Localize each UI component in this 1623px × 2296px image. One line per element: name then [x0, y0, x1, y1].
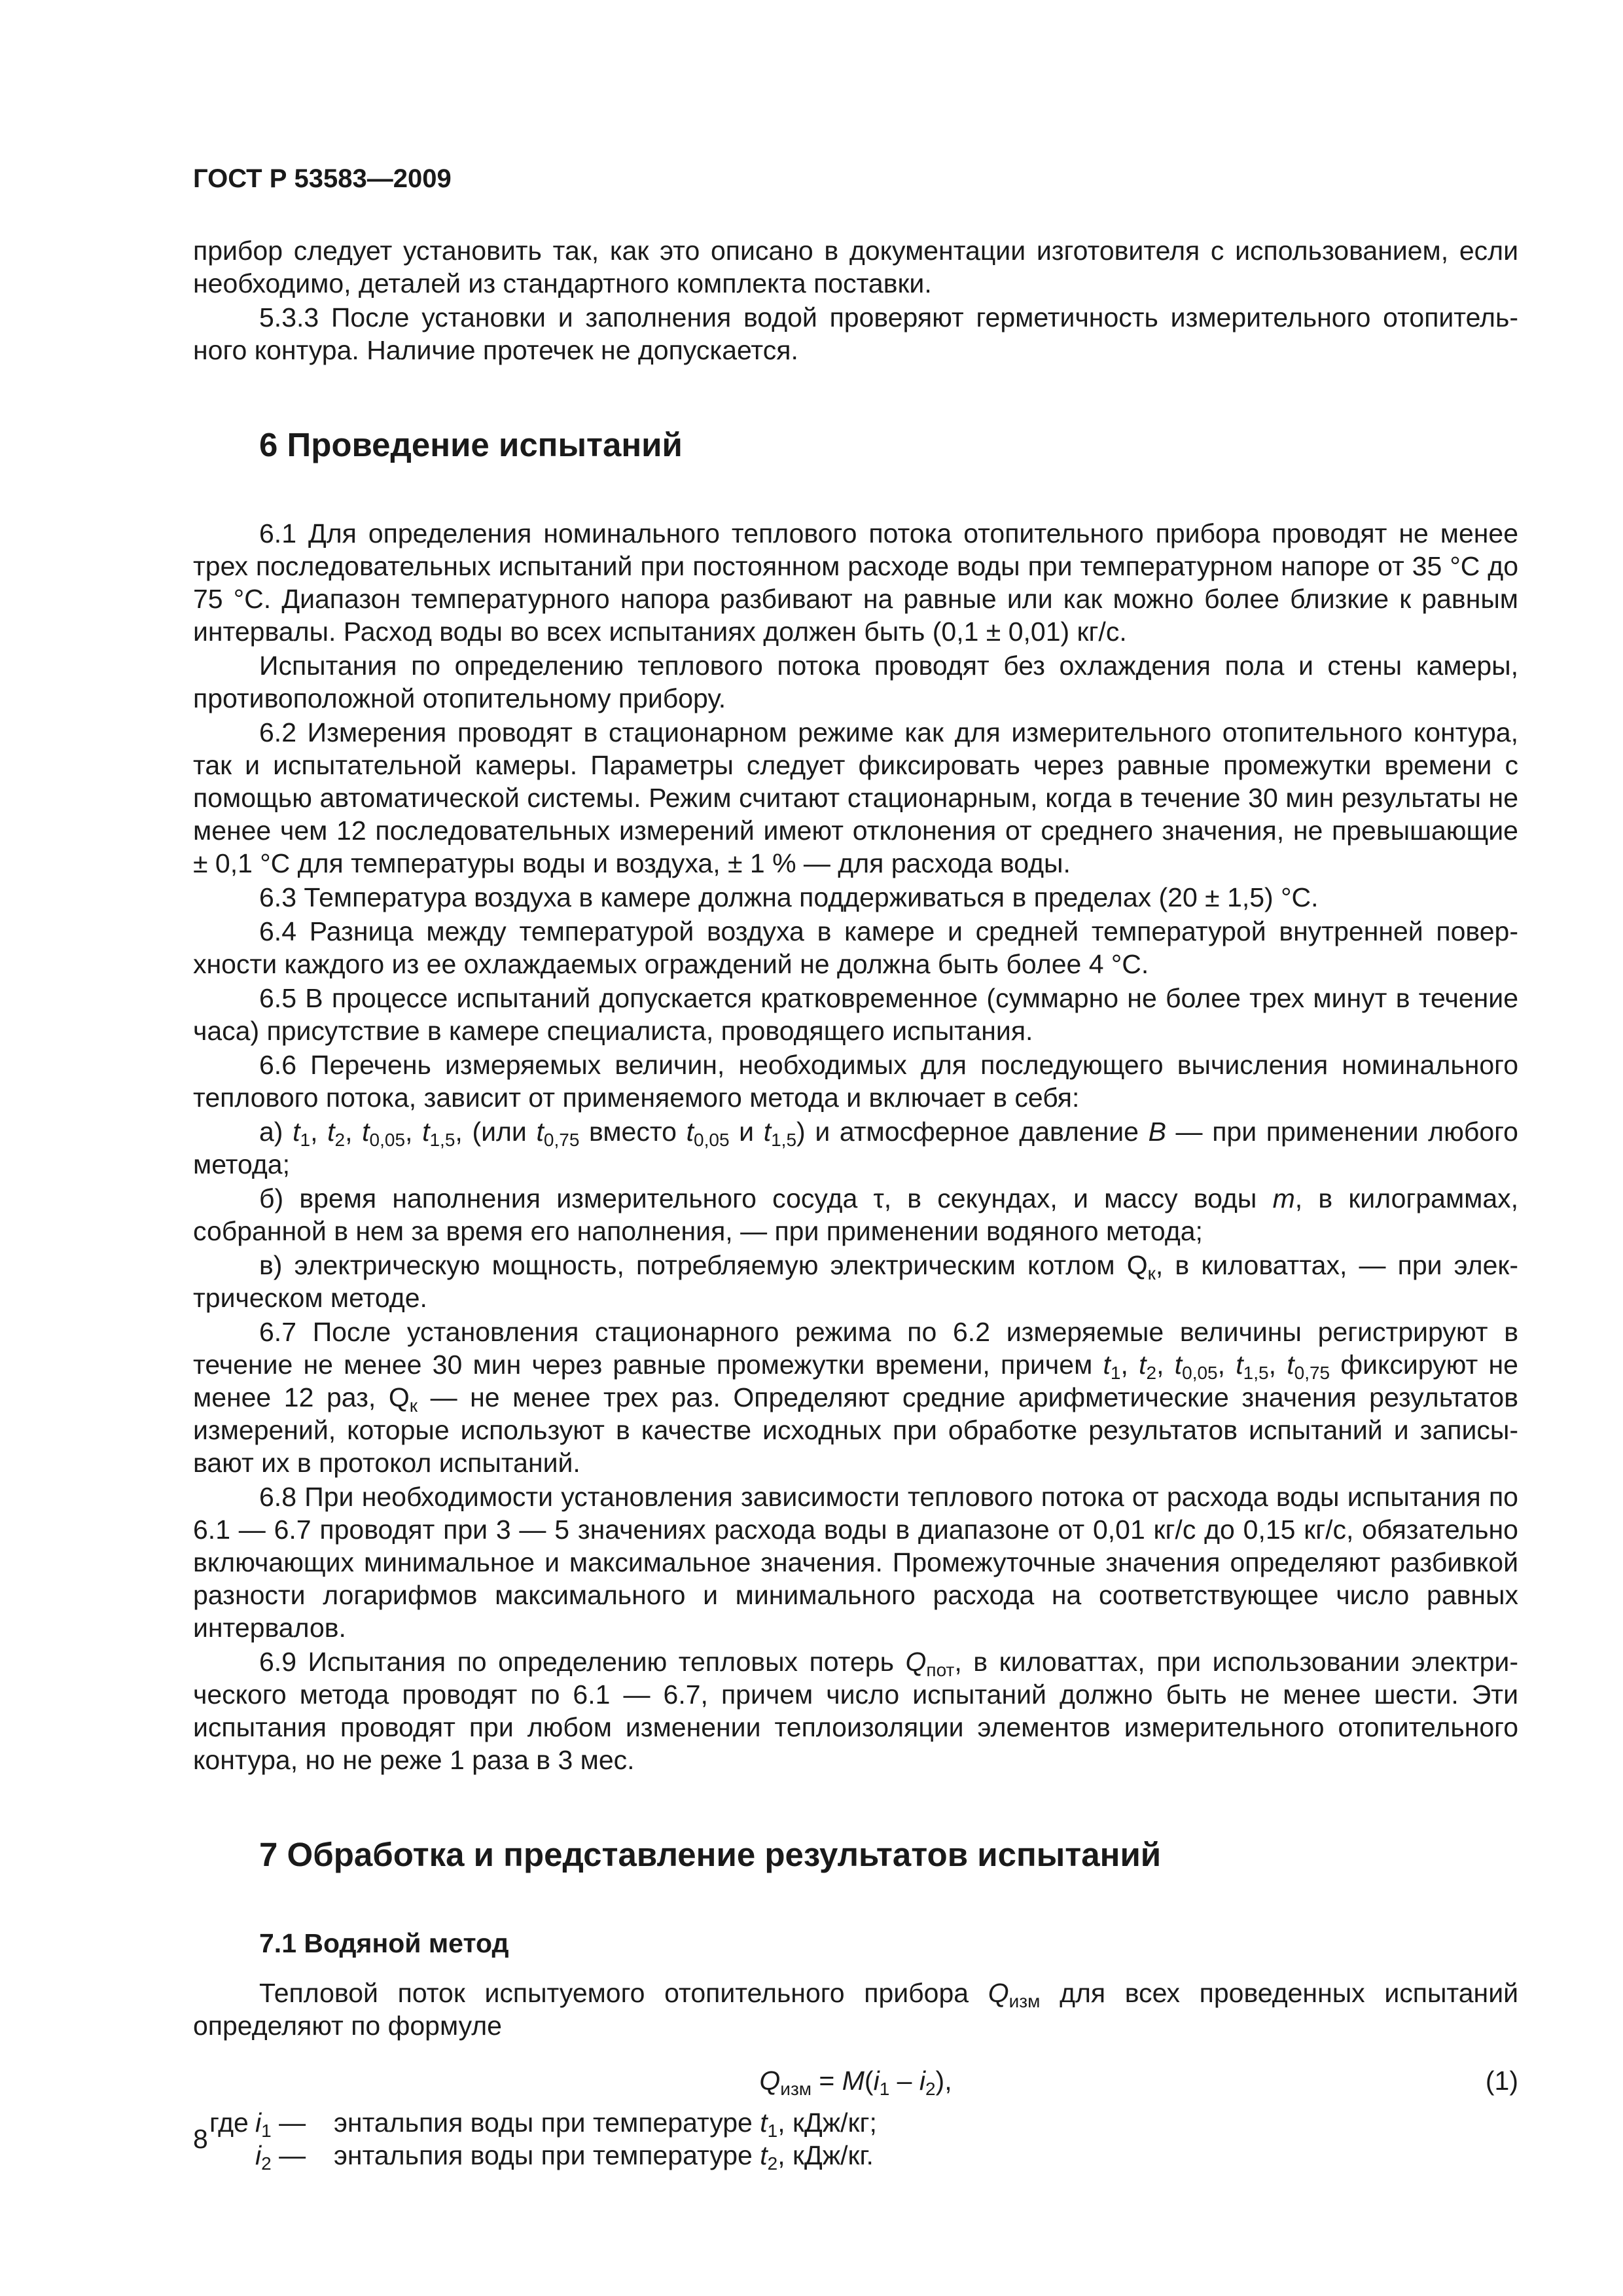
- section-heading-6: 6 Проведение испытаний: [259, 426, 683, 463]
- where-description: энтальпия воды при температуре $t_2$, кДж/кг.: [334, 2140, 874, 2174]
- paragraph-6-8: 6.8 При необходимости установления зависимости теплового потока от расхода воды испытания по 6.1 — 6.7 проводят при 3 — 5 значениях расхода воды в диапазоне от 0,01 кг/с до 0,15 кг/с, обязательно включающих минимальное и максимальное значения. Промежуточные значения определяют разбивкой разности логарифмов максимального и минимального расхода на соответствующее число равных интервалов.: [193, 1482, 1518, 1643]
- paragraph-6-1: 6.1 Для определения номинального теплового потока отопительного прибора проводят не менее трех последовательных испытаний при постоянном расходе воды при температурном напоре от 35 °С до 75 °С. Диапазон температурного напора разбивают на равные или как можно более близкие к равным интервалы. Расход воды во всех испытаниях должен быть (0,1 ± 0,01) кг/с.: [193, 518, 1518, 647]
- where-description: энтальпия воды при температуре $t_1$, кДж/кг;: [334, 2108, 877, 2141]
- where-line-1: [193, 2106, 1518, 2139]
- where-variable: $i_1$ —: [255, 2108, 306, 2141]
- document-page: [193, 162, 1518, 2172]
- paragraph-7-1: Тепловой поток испытуемого отопительного прибора $Q_{изм}$ для всех проведенных испытаний определяют по формуле: [193, 1978, 1518, 2041]
- where-line-2: [193, 2139, 1518, 2172]
- paragraph-6-6-a: а) $t_1$, $t_2$, $t_{0,05}$, $t_{1,5}$, (или $t_{0,75}$ вместо $t_{0,05}$ и $t_{1,5}$) и атмосферное давление В — при применении любого метода;: [193, 1117, 1518, 1179]
- page-number: 8: [193, 2124, 208, 2154]
- formula-expression: $Q_{изм} = M(i_1 - i_2)$,: [759, 2066, 952, 2099]
- paragraph-5-3-3: 5.3.3 После установки и заполнения водой проверяют герметичность измерительного отопительного контура. Наличие протечек не допускается.: [193, 302, 1518, 365]
- paragraph-6-6-c: в) электрическую мощность, потребляемую электрическим котлом $Q_к$, в киловаттах, — при электрическом методе.: [193, 1250, 1518, 1313]
- subsection-heading-7-1: 7.1 Водяной метод: [259, 1928, 509, 1958]
- paragraph-intro: прибор следует установить так, как это описано в документации изготовителя с использованием, если необходимо, деталей из стандартного комплекта поставки.: [193, 236, 1518, 298]
- paragraph-6-1-b: Испытания по определению теплового потока проводят без охлаждения пола и стены камеры, противоположной отопительному прибору.: [193, 651, 1518, 713]
- where-variable: $i_2$ —: [255, 2140, 306, 2174]
- paragraph-6-9: 6.9 Испытания по определению тепловых потерь $Q_{пот}$, в киловаттах, при использовании электрического метода проводят по 6.1 — 6.7, причем число испытаний должно быть не менее шести. Эти испытания проводят при любом изменении теплоизоляции элементов измерительного отопительного контура, но не реже 1 раза в 3 мес.: [193, 1647, 1518, 1775]
- standard-id: ГОСТ Р 53583—2009: [193, 164, 452, 193]
- paragraph-6-7: 6.7 После установления стационарного режима по 6.2 измеряемые величины регистрируют в течение не менее 30 мин через равные промежутки времени, причем $t_1$, $t_2$, $t_{0,05}$, $t_{1,5}$, $t_{0,75}$ фиксируют не менее 12 раз, $Q_к$ — не менее трех раз. Определяют средние арифметические значения результатов измерений, которые используют в качестве исходных при обработке результатов испытаний и записывают их в протокол испытаний.: [193, 1317, 1518, 1478]
- paragraph-6-3: 6.3 Температура воздуха в камере должна поддерживаться в пределах (20 ± 1,5) °С.: [259, 882, 1319, 912]
- paragraph-6-6: 6.6 Перечень измеряемых величин, необходимых для последующего вычисления номинального теплового потока, зависит от применяемого метода и включает в себя:: [193, 1050, 1518, 1113]
- formula-number: (1): [1485, 2066, 1518, 2096]
- where-label: где: [209, 2108, 249, 2138]
- paragraph-6-6-b: б) время наполнения измерительного сосуда τ, в секундах, и массу воды m, в килограммах, собранной в нем за время его наполнения, — при применении водяного метода;: [193, 1183, 1519, 1246]
- paragraph-6-2: 6.2 Измерения проводят в стационарном режиме как для измерительного отопительного контура, так и испытательной камеры. Параметры следует фиксировать через равные промежутки времени с помощью автоматической системы. Режим считают стационарным, когда в течение 30 мин результаты не менее чем 12 последовательных измерений имеют отклонения от среднего значения, не превышающие ± 0,1 °С для температуры воды и воздуха, ± 1 % — для расхода воды.: [193, 717, 1518, 878]
- paragraph-6-4: 6.4 Разница между температурой воздуха в камере и средней температурой внутренней поверхности каждого из ее охлаждаемых ограждений не должна быть более 4 °С.: [193, 916, 1518, 979]
- formula-1: [193, 2059, 1518, 2102]
- section-heading-7: 7 Обработка и представление результатов испытаний: [259, 1836, 1162, 1873]
- paragraph-6-5: 6.5 В процессе испытаний допускается кратковременное (суммарно не более трех минут в течение часа) присутствие в камере специалиста, проводящего испытания.: [193, 983, 1518, 1046]
